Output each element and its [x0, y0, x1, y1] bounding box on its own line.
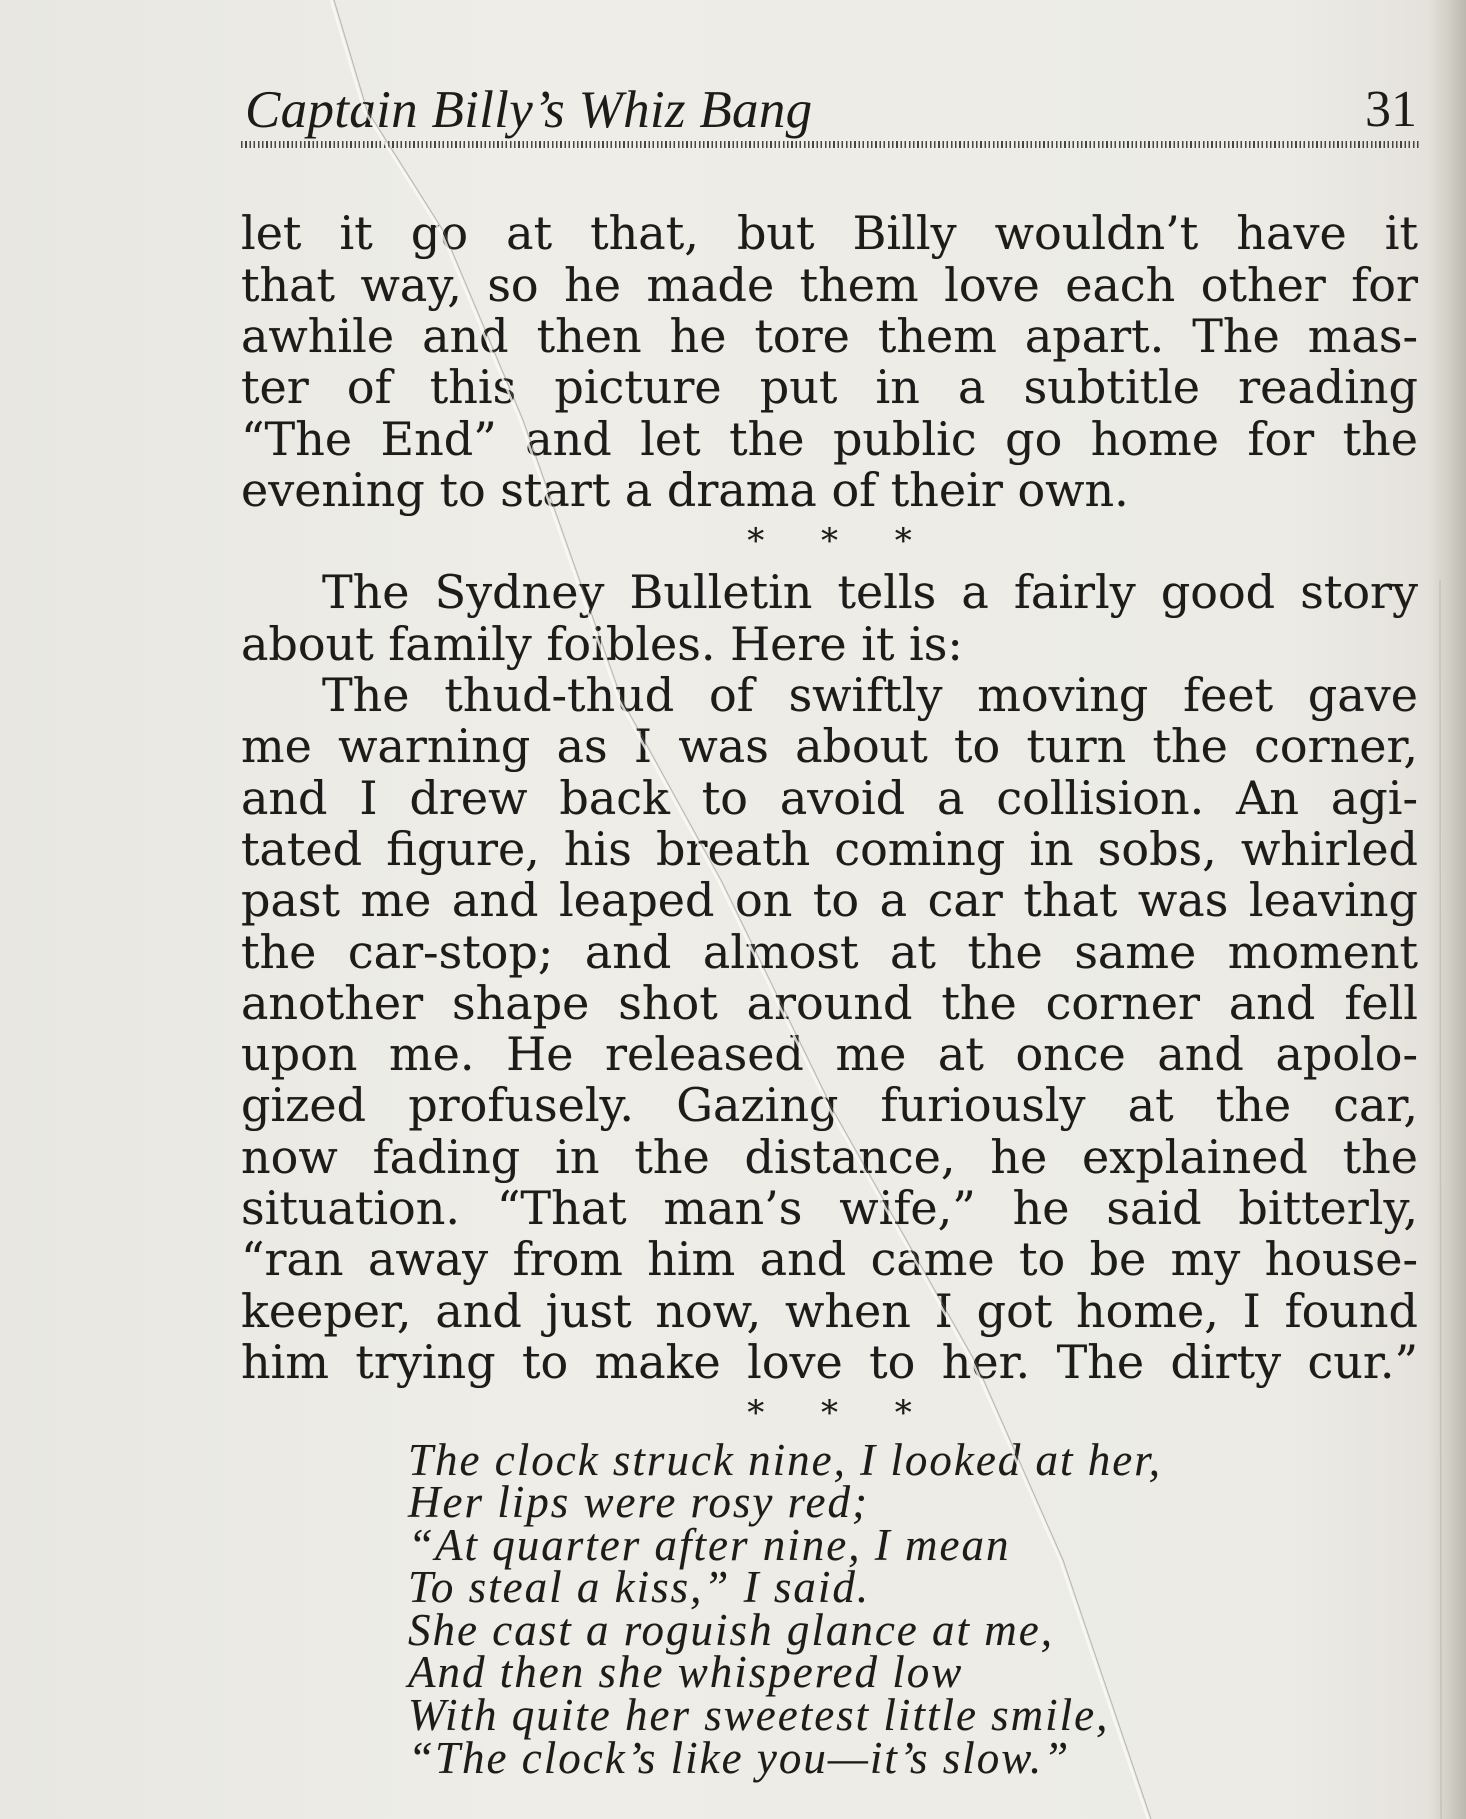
text-line: awhile and then he tore them apart. The mas- — [241, 308, 1418, 363]
text-line: ter of this picture put in a subtitle reading — [241, 360, 1418, 415]
paragraph-3 — [241, 670, 1418, 1388]
text-line: upon me. He released me at once and apolo- — [241, 1027, 1418, 1082]
paragraph-2 — [241, 567, 1418, 670]
poem-line: The clock struck nine, I looked at her, — [408, 1434, 1163, 1485]
text-line: the car-stop; and almost at the same moment — [241, 924, 1418, 979]
poem — [408, 1434, 1418, 1783]
section-separator: * * * — [747, 521, 912, 562]
poem-line: With quite her sweetest little smile, — [408, 1690, 1110, 1741]
section-separator: * * * — [747, 1393, 912, 1434]
text-line: situation. “That man’s wife,” he said bitterly, — [241, 1181, 1418, 1236]
header-rule — [241, 141, 1421, 148]
poem-line: Her lips were rosy red; — [408, 1477, 869, 1528]
poem-line: “At quarter after nine, I mean — [408, 1519, 1011, 1570]
text-line: “ran away from him and came to be my house- — [241, 1232, 1418, 1287]
poem-line: She cast a roguish glance at me, — [408, 1604, 1054, 1655]
poem-line: “The clock’s like you—it’s slow.” — [408, 1732, 1071, 1783]
text-line: The thud-thud of swiftly moving feet gave — [322, 668, 1418, 723]
binding-fold — [1440, 580, 1441, 1819]
text-line: another shape shot around the corner and fell — [241, 975, 1418, 1030]
poem-line: To steal a kiss,” I said. — [408, 1562, 871, 1613]
text-line: tated figure, his breath coming in sobs, whirled — [241, 821, 1418, 876]
text-line: keeper, and just now, when I got home, I found — [241, 1283, 1418, 1338]
text-line: me warning as I was about to turn the corner, — [241, 719, 1418, 774]
text-line: “The End” and let the public go home for the — [241, 411, 1418, 466]
page-number: 31 — [1365, 81, 1417, 138]
text-line: past me and leaped on to a car that was leaving — [241, 873, 1418, 928]
running-head-title: Captain Billy’s Whiz Bang — [245, 81, 813, 139]
text-line: evening to start a drama of their own. — [241, 462, 1129, 517]
text-line: him trying to make love to her. The dirty cur.” — [241, 1334, 1418, 1389]
text-line: let it go at that, but Billy wouldn’t have it — [241, 206, 1418, 261]
poem-line: And then she whispered low — [408, 1647, 964, 1698]
text-line: that way, so he made them love each other for — [241, 257, 1418, 312]
text-line: gized profusely. Gazing furiously at the car, — [241, 1078, 1418, 1133]
text-line: The Sydney Bulletin tells a fairly good story — [322, 565, 1418, 620]
text-line: now fading in the distance, he explained the — [241, 1129, 1418, 1184]
text-column — [241, 206, 1418, 1783]
paragraph-1 — [241, 208, 1418, 516]
text-line: about family foibles. Here it is: — [241, 616, 963, 671]
text-line: and I drew back to avoid a collision. An agi- — [241, 770, 1418, 825]
